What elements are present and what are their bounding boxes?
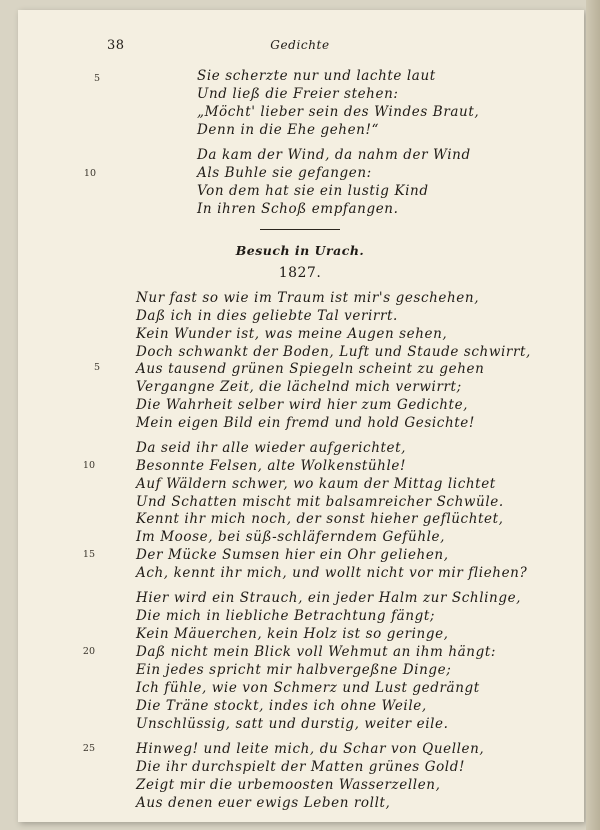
verse-line: Da seid ihr alle wieder aufgerichtet,: [136, 440, 407, 456]
line-number: 5: [93, 73, 100, 84]
verse-line: Kein Mäuerchen, kein Holz ist so geringe,: [136, 626, 449, 642]
verse-line: Nur fast so wie im Traum ist mir's geschehen,: [136, 290, 480, 306]
verse-line: „Möcht' lieber sein des Windes Braut,: [197, 104, 480, 120]
verse-line: Unschlüssig, satt und durstig, weiter eile.: [136, 716, 449, 732]
verse-line: Der Mücke Sumsen hier ein Ohr geliehen,: [136, 547, 449, 563]
verse-line: Im Moose, bei süß-schläferndem Gefühle,: [136, 529, 446, 545]
verse-line: Auf Wäldern schwer, wo kaum der Mittag lichtet: [136, 476, 496, 492]
verse-line: Ein jedes spricht mir halbvergeßne Dinge;: [136, 662, 452, 678]
verse-line: Daß ich in dies geliebte Tal verirrt.: [136, 308, 398, 324]
line-number: 15: [82, 549, 95, 560]
page-header: [0, 38, 600, 58]
verse-line: Zeigt mir die urbemoosten Wasserzellen,: [136, 777, 441, 793]
verse-line: Die mich in liebliche Betrachtung fängt;: [136, 608, 436, 624]
verse-line: Die ihr durchspielt der Matten grünes Gold!: [136, 759, 465, 775]
poem-title: Besuch in Urach.: [235, 243, 365, 258]
verse-line: Von dem hat sie ein lustig Kind: [197, 183, 429, 199]
verse-line: Kein Wunder ist, was meine Augen sehen,: [136, 326, 448, 342]
verse-line: Doch schwankt der Boden, Luft und Staude schwirrt,: [136, 344, 531, 360]
verse-line: Mein eigen Bild ein fremd und hold Gesichte!: [136, 415, 475, 431]
verse-line: Da kam der Wind, da nahm der Wind: [197, 147, 471, 163]
section-divider: [260, 229, 340, 230]
verse-line: Und ließ die Freier stehen:: [197, 86, 399, 102]
page-edge: [586, 0, 600, 830]
verse-line: Hinweg! und leite mich, du Schar von Quellen,: [136, 741, 485, 757]
verse-line: Daß nicht mein Blick voll Wehmut an ihm hängt:: [136, 644, 496, 660]
page-number: 38: [107, 38, 125, 53]
line-number: 5: [93, 362, 100, 373]
verse-line: Ich fühle, wie von Schmerz und Lust gedrängt: [136, 680, 480, 696]
verse-line: In ihren Schoß empfangen.: [197, 201, 399, 217]
verse-line: Die Träne stockt, indes ich ohne Weile,: [136, 698, 427, 714]
verse-line: Besonnte Felsen, alte Wolkenstühle!: [136, 458, 407, 474]
verse-line: Aus tausend grünen Spiegeln scheint zu gehen: [136, 361, 485, 377]
verse-line: Vergangne Zeit, die lächelnd mich verwirrt;: [136, 379, 462, 395]
verse-line: Die Wahrheit selber wird hier zum Gedichte,: [136, 397, 469, 413]
line-number: 10: [82, 460, 95, 471]
verse-line: Ach, kennt ihr mich, und wollt nicht vor mir fliehen?: [136, 565, 528, 581]
verse-line: Als Buhle sie gefangen:: [197, 165, 372, 181]
running-title: Gedichte: [270, 38, 330, 52]
verse-line: Hier wird ein Strauch, ein jeder Halm zur Schlinge,: [136, 590, 522, 606]
line-number: 25: [82, 743, 95, 754]
poem-year: 1827.: [278, 265, 322, 281]
verse-line: Und Schatten mischt mit balsamreicher Schwüle.: [136, 494, 504, 510]
line-number: 10: [83, 168, 96, 179]
line-number: 20: [82, 646, 95, 657]
verse-line: Kennt ihr mich noch, der sonst hieher geflüchtet,: [136, 511, 504, 527]
verse-line: Aus denen euer ewigs Leben rollt,: [136, 795, 391, 811]
verse-line: Denn in die Ehe gehen!“: [197, 122, 380, 138]
verse-line: Sie scherzte nur und lachte laut: [197, 68, 436, 84]
